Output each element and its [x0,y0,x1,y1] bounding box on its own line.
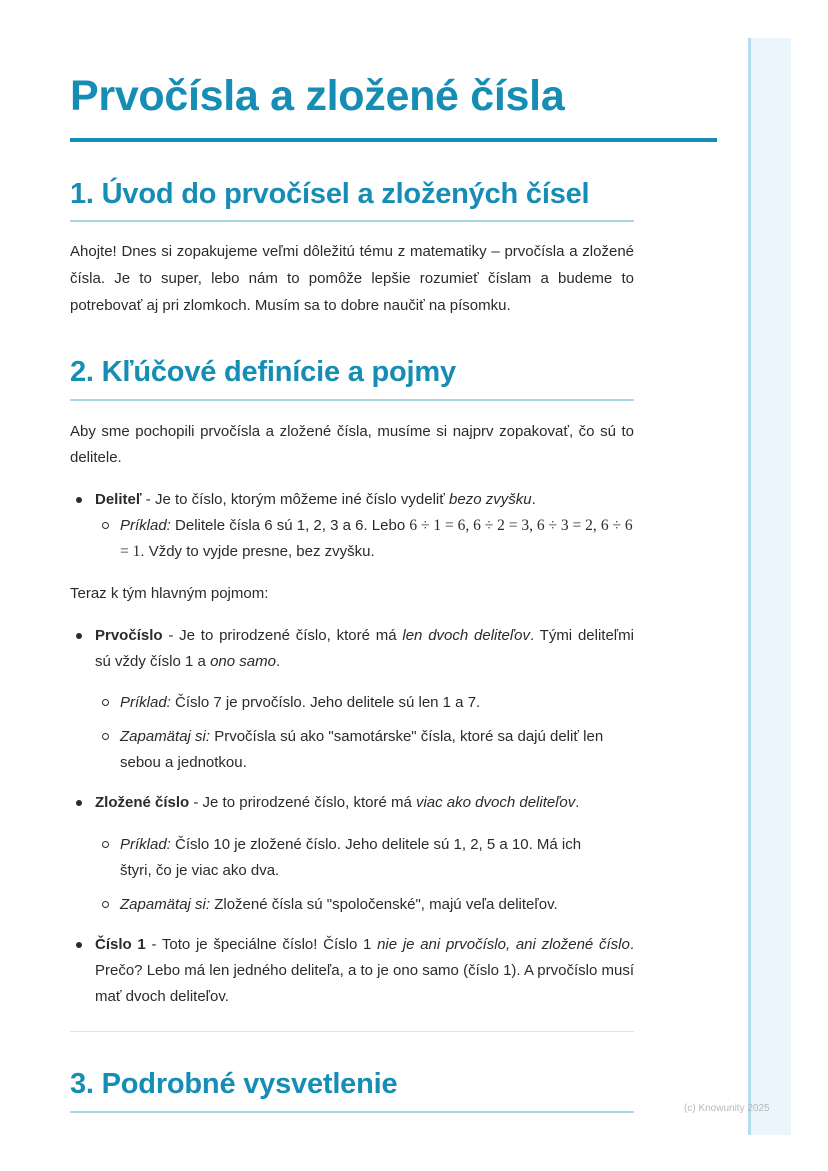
copyright-footer: (c) Knowunity 2025 [684,1103,770,1114]
sublist-item-example: Príklad: Číslo 7 je prvočíslo. Jeho delitele sú len 1 a 7. [120,690,634,716]
sublist-item-example: Príklad: Delitele čísla 6 sú 1, 2, 3 a 6. Lebo 6 ÷ 1 = 6, 6 ÷ 2 = 3, 6 ÷ 3 = 2, 6 ÷ 6 = 1. Vždy to vyjde presne, bez zvyšku. [120,513,634,565]
horizontal-divider [70,1031,634,1032]
transition-text: Teraz k tým hlavným pojmom: [70,585,269,602]
section-heading-1: 1. Úvod do prvočísel a zložených čísel [70,178,590,210]
list-item-prvocislo: Prvočíslo - Je to prirodzené číslo, ktoré má len dvoch deliteľov. Tými deliteľmi sú vždy číslo 1 a ono samo. [95,623,634,675]
side-panel [748,38,791,1135]
intro-paragraph: Ahojte! Dnes si zopakujeme veľmi dôležitú tému z matematiky – prvočísla a zložené čísla. Je to super, lebo nám to pomôže lepšie rozumieť číslam a budeme to potrebovať aj pri zlomkoch. Musím sa to dobre naučiť na písomku. [70,243,634,314]
sublist-item-example: Príklad: Číslo 10 je zložené číslo. Jeho delitele sú 1, 2, 5 a 10. Má ich štyri, čo je viac ako dva. [120,832,610,884]
definitions-intro: Aby sme pochopili prvočísla a zložené čísla, musíme si najprv zopakovať, čo sú to delitele. [70,423,634,466]
section-divider [70,220,634,222]
page-title: Prvočísla a zložené čísla [70,72,565,120]
section-divider [70,399,634,401]
sublist-item-remember: Zapamätaj si: Zložené čísla sú "spoločenské", majú veľa deliteľov. [120,892,634,918]
list-item-cislo-1: Číslo 1 - Toto je špeciálne číslo! Číslo 1 nie je ani prvočíslo, ani zložené číslo. Prečo? Lebo má len jedného deliteľa, a to je ono samo (číslo 1). A prvočíslo musí mať dvoch deliteľov. [95,932,634,1010]
sublist-item-remember: Zapamätaj si: Prvočísla sú ako "samotárske" čísla, ktoré sa dajú deliť len sebou a jednotkou. [120,724,634,776]
list-item-zlozene: Zložené číslo - Je to prirodzené číslo, ktoré má viac ako dvoch deliteľov. [95,790,634,816]
section-heading-2: 2. Kľúčové definície a pojmy [70,356,456,388]
list-item-delitel: Deliteľ - Je to číslo, ktorým môžeme iné číslo vydeliť bezo zvyšku. [95,487,634,513]
section-heading-3: 3. Podrobné vysvetlenie [70,1068,398,1100]
title-divider [70,138,717,142]
section-divider [70,1111,634,1113]
